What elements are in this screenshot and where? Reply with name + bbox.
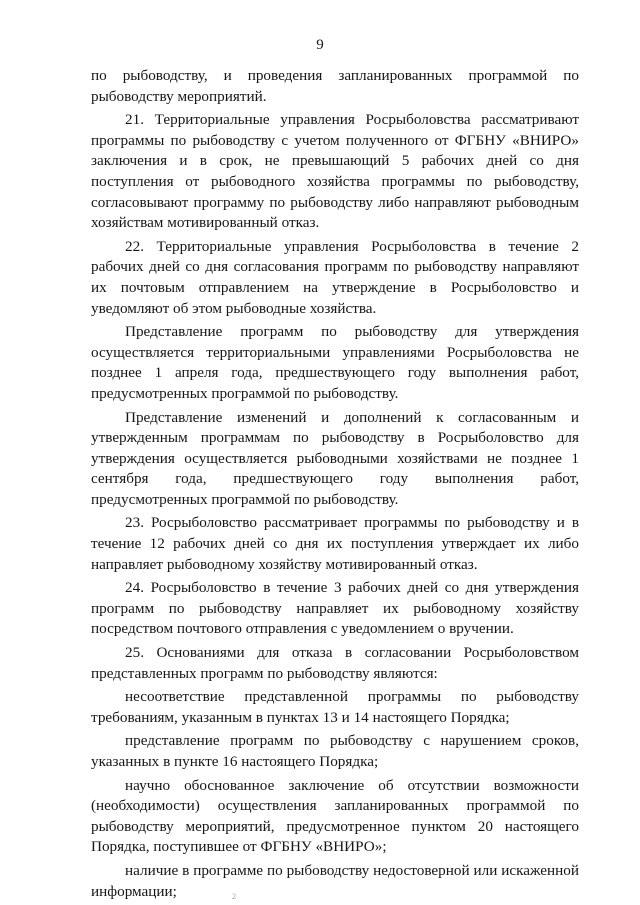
paragraph-refusal-ground-3: научно обоснованное заключение об отсутствии возможности (необходимости) осуществления запланированных программой по рыбоводству мероприятий, предусмотренное пунктом 20 настоящего Порядка, поступившее от ФГБНУ «ВНИРО»; xyxy=(91,776,579,856)
document-body xyxy=(91,66,579,905)
paragraph-item-22: 22. Территориальные управления Росрыболовства в течение 2 рабочих дней со дня согласования программ по рыбоводству направляют их почтовым отправлением на утверждение в Росрыболовство и уведомляют об этом рыбоводные хозяйства. xyxy=(91,237,579,317)
paragraph-refusal-ground-1: несоответствие представленной программы по рыбоводству требованиям, указанным в пунктах 13 и 14 настоящего Порядка; xyxy=(91,688,579,726)
paragraph-item-24: 24. Росрыболовство в течение 3 рабочих дней со дня утверждения программ по рыбоводству направляет их рыбоводному хозяйству посредством почтового отправления с уведомлением о вручении. xyxy=(91,579,579,638)
paragraph-amendments-deadline: Представление изменений и дополнений к согласованным и утвержденным программам по рыбоводству в Росрыболовство для утверждения осуществляется рыбоводными хозяйствами не позднее 1 сентября года, предшествующего году выполнения работ, предусмотренных программой по рыбоводству. xyxy=(91,408,579,508)
paragraph-submission-deadline: Представление программ по рыбоводству для утверждения осуществляется территориальными управлениями Росрыболовства не позднее 1 апреля года, предшествующего году выполнения работ, предусмотренных программой по рыбоводству. xyxy=(91,323,579,402)
paragraph-continuation: по рыбоводству, и проведения запланированных программой по рыбоводству мероприятий. xyxy=(91,67,579,105)
paragraph-refusal-ground-2: представление программ по рыбоводству с нарушением сроков, указанных в пункте 16 настоящего Порядка; xyxy=(91,732,579,770)
paragraph-item-25: 25. Основаниями для отказа в согласовании Росрыболовством представленных программ по рыбоводству являются: xyxy=(91,644,579,682)
paragraph-item-23: 23. Росрыболовство рассматривает программы по рыбоводству и в течение 12 рабочих дней со дня их поступления утверждает их либо направляет рыбоводному хозяйству мотивированный отказ. xyxy=(91,514,579,573)
paragraph-refusal-ground-4: наличие в программе по рыбоводству недостоверной или искаженной информации; xyxy=(91,861,579,900)
page-number: 9 xyxy=(316,37,324,53)
scan-mark: 2 xyxy=(232,892,236,901)
paragraph-item-21: 21. Территориальные управления Росрыболовства рассматривают программы по рыбоводству с учетом полученного от ФГБНУ «ВНИРО» заключения и в срок, не превышающий 5 рабочих дней со дня поступления от рыбоводного хозяйства программы по рыбоводству, согласовывают программу по рыбоводству либо направляют рыбоводным хозяйствам мотивированный отказ. xyxy=(91,111,579,232)
